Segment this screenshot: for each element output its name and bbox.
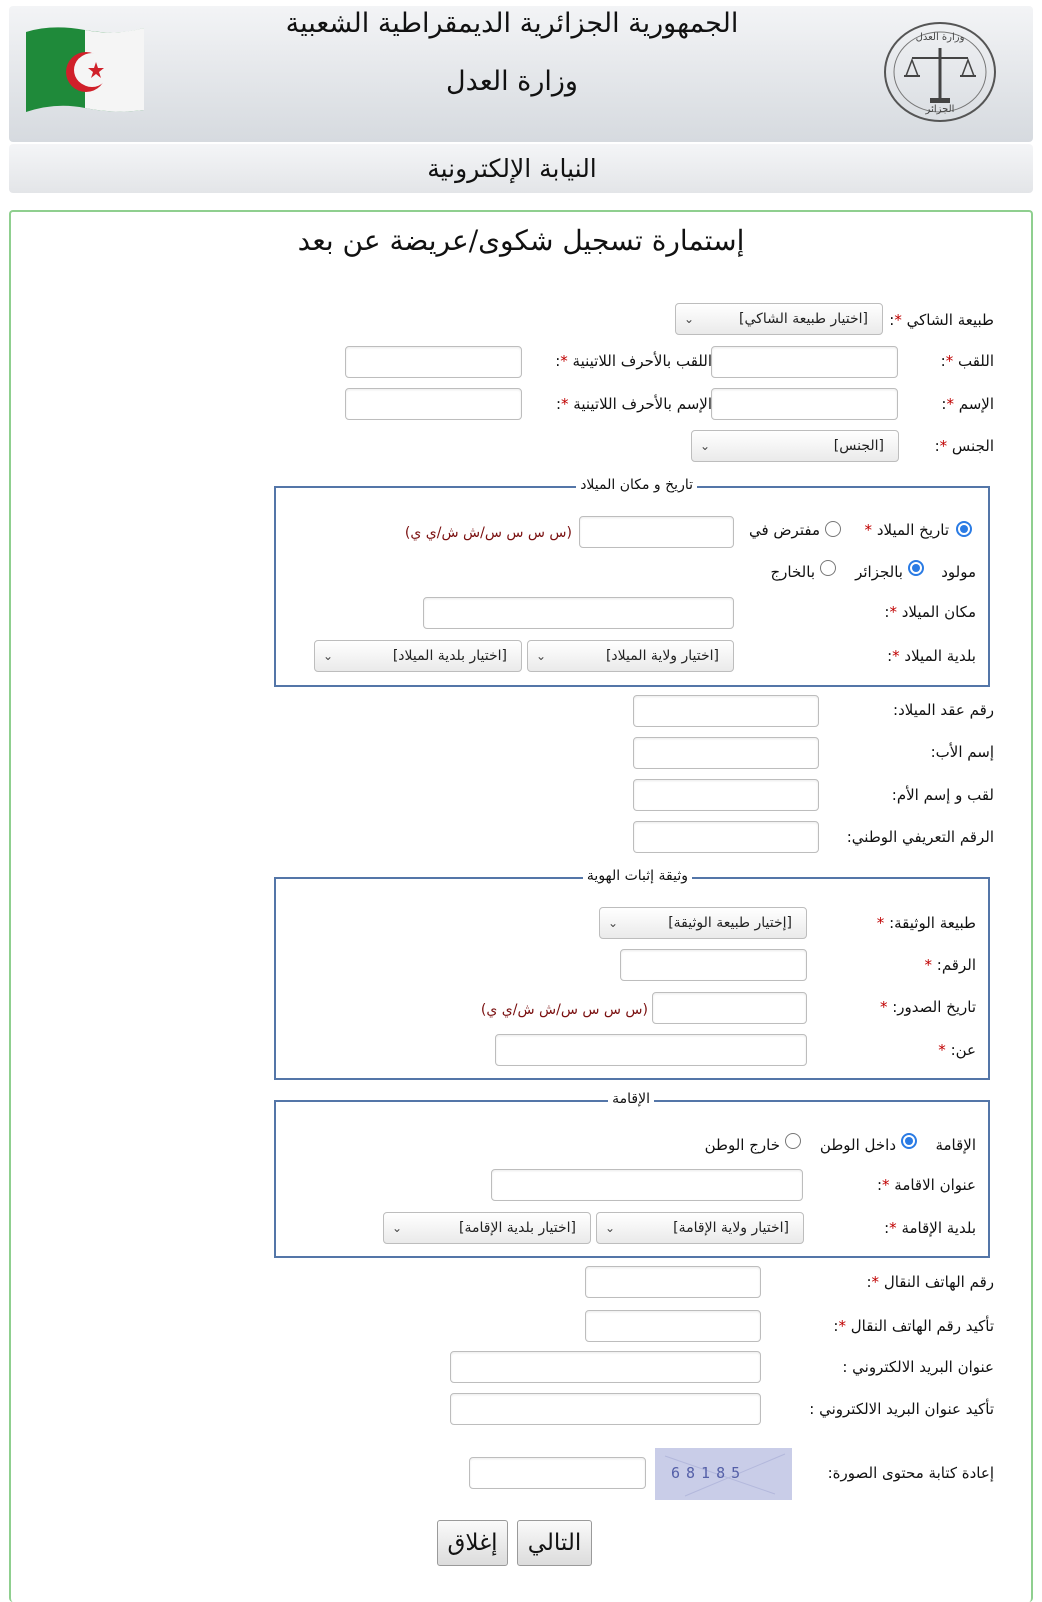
id-number-input[interactable] [620,949,807,981]
firstname-latin-input[interactable] [345,388,522,420]
national-id-input[interactable] [633,821,819,853]
id-type-label: طبيعة الوثيقة: * [876,914,976,932]
form-title: إستمارة تسجيل شكوى/عريضة عن بعد [297,224,745,257]
issue-date-input[interactable] [652,992,807,1024]
header-title-republic: الجمهورية الجزائرية الديمقراطية الشعبية [285,8,739,39]
birth-legend: تاريخ و مكان الميلاد [576,477,697,493]
chevron-down-icon: ⌄ [392,1221,403,1235]
firstname-label: الإسم *: [941,395,994,413]
presumed-radio[interactable] [825,521,841,537]
complainant-type-select[interactable]: [اختيار طبيعة الشاكي] ⌄ [675,303,883,335]
captcha-input[interactable] [469,1457,646,1489]
sub-header-title: النيابة الإلكترونية [427,154,597,183]
mobile-label: رقم الهاتف النقال *: [866,1273,994,1291]
issuer-label: عن: * [938,1041,976,1059]
residence-inside-label: داخل الوطن [819,1136,896,1154]
born-algeria-label: بالجزائر [855,563,903,581]
email-confirm-input[interactable] [450,1393,761,1425]
mobile-confirm-label: تأكيد رقم الهاتف النقال *: [833,1317,994,1335]
email-input[interactable] [450,1351,761,1383]
chevron-down-icon: ⌄ [608,916,619,930]
chevron-down-icon: ⌄ [323,649,334,663]
gender-label: الجنس *: [934,437,994,455]
surname-latin-input[interactable] [345,346,522,378]
mother-name-input[interactable] [633,779,819,811]
presumed-option-label: مفترض في [748,521,820,539]
birthdate-radio[interactable] [956,521,972,537]
issue-date-label: تاريخ الصدور: * [879,998,976,1016]
captcha-label: إعادة كتابة محتوى الصورة: [827,1464,994,1482]
gender-select[interactable]: [الجنس] ⌄ [691,430,899,462]
residence-commune-select[interactable]: [اختيار بلدية الإقامة] ⌄ [383,1212,591,1244]
chevron-down-icon: ⌄ [605,1221,616,1235]
born-abroad-radio[interactable] [820,560,836,576]
residence-legend: الإقامة [608,1091,654,1107]
residence-outside-radio[interactable] [785,1133,801,1149]
emblem-text-top: وزارة العدل [915,32,965,43]
header-title-ministry: وزارة العدل [446,66,578,97]
residence-wilaya-select[interactable]: [اختيار ولاية الإقامة] ⌄ [596,1212,804,1244]
captcha-text: 68185 [671,1464,747,1482]
surname-latin-label: اللقب بالأحرف اللاتينية *: [555,352,712,370]
email-confirm-label: تأكيد عنوان البريد الالكتروني : [809,1400,994,1418]
residence-label: الإقامة [935,1136,976,1154]
captcha-image [655,1448,792,1500]
birth-commune-select[interactable]: [اختيار بلدية الميلاد] ⌄ [314,640,522,672]
chevron-down-icon: ⌄ [684,312,695,326]
mother-name-label: لقب و إسم الأم: [891,786,994,804]
birthdate-input[interactable] [579,516,734,548]
surname-label: اللقب *: [940,352,994,370]
birth-wilaya-select[interactable]: [اختيار ولاية الميلاد] ⌄ [527,640,734,672]
firstname-latin-label: الإسم بالأحرف اللاتينية *: [555,395,712,413]
emblem-text-bottom: الجزائر [925,104,955,115]
birthplace-label: مكان الميلاد *: [884,603,976,621]
national-id-label: الرقم التعريفي الوطني: [846,828,994,846]
born-label: مولود [941,563,976,581]
firstname-input[interactable] [711,388,898,420]
id-document-legend: وثيقة إثبات الهوية [583,868,692,884]
justice-emblem-icon [882,20,998,125]
birth-certificate-input[interactable] [633,695,819,727]
next-button[interactable]: التالي [517,1520,592,1566]
born-abroad-label: بالخارج [770,563,815,581]
residence-commune-label: بلدية الإقامة *: [884,1219,976,1237]
issuer-input[interactable] [495,1034,807,1066]
birthdate-format-hint: (س س س س/ش ش/ي ي) [404,525,572,541]
issue-date-format-hint: (س س س س/ش ش/ي ي) [480,1002,648,1018]
mobile-confirm-input[interactable] [585,1310,761,1342]
chevron-down-icon: ⌄ [700,439,711,453]
surname-input[interactable] [711,346,898,378]
email-label: عنوان البريد الالكتروني : [842,1358,994,1376]
birthdate-option-label: تاريخ الميلاد * [864,521,949,539]
residence-address-label: عنوان الاقامة *: [876,1176,976,1194]
residence-inside-radio[interactable] [901,1133,917,1149]
residence-address-input[interactable] [491,1169,803,1201]
complainant-type-label: طبيعة الشاكي *: [889,311,994,329]
birthplace-input[interactable] [423,597,734,629]
birth-commune-label: بلدية الميلاد *: [887,647,976,665]
mobile-input[interactable] [585,1266,761,1298]
close-button[interactable]: إغلاق [437,1520,508,1566]
born-algeria-radio[interactable] [908,560,924,576]
father-name-label: إسم الأب: [930,743,994,761]
father-name-input[interactable] [633,737,819,769]
chevron-down-icon: ⌄ [536,649,547,663]
residence-outside-label: خارج الوطن [704,1136,780,1154]
birth-certificate-label: رقم عقد الميلاد: [893,701,994,719]
id-type-select[interactable]: [إختيار طبيعة الوثيقة] ⌄ [599,907,807,939]
id-number-label: الرقم: * [924,956,976,974]
